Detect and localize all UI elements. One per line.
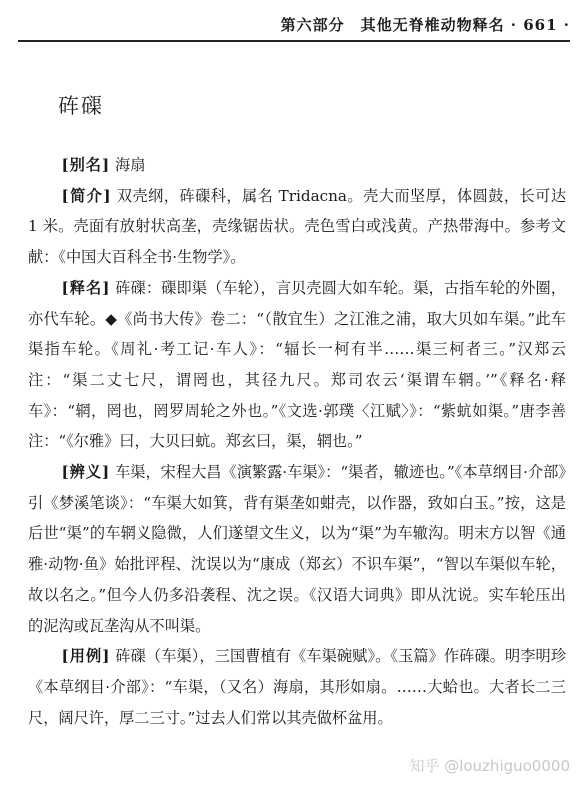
section-text: 砗磲：磲即渠（车轮），言贝壳圆大如车轮。渠，古指车轮的外圈，亦代车轮。◆《尚书大传》卷二：“（散宜生）之江淮之浦，取大贝如车渠。”此车渠指车轮。《周礼·考工记·车人》：“辐长一柯有半……渠三柯者三。”汉郑云注：“渠二丈七尺，谓罔也，其径九尺。郑司农云‘渠谓车辋。’”《释名·释车》：“辋，罔也，罔罗周轮之外也。”《文选·郭璞〈江赋〉》：“紫蚢如渠。”唐李善注：“《尔雅》曰，大贝曰蚢。郑玄曰，渠，辋也。” xyxy=(28,278,566,451)
entry-title: 砗磲 xyxy=(58,94,104,118)
section-text: 车渠，宋程大昌《演繁露·车渠》：“渠者，辙迹也。”《本草纲目·介部》引《梦溪笔谈》：“车渠大如箕，背有渠垄如蚶壳，以作器，致如白玉。”按，这是后世“渠”的车辋义隐微，人们遂望文生义，以为“渠”为车辙沟。明末方以智《通雅·动物·鱼》始批评程、沈误以为“康成（郑玄）不识车渠”，“智以车渠似车轮，故以名之。”但今人仍多沿袭程、沈之误。《汉语大词典》即从沈说。实车轮压出的泥沟或瓦垄沟从不叫渠。 xyxy=(28,463,566,635)
section-tag: [释名] xyxy=(61,278,111,297)
section-text: 海扇 xyxy=(115,156,146,174)
section-tag: [别名] xyxy=(61,156,111,174)
section-usage xyxy=(28,641,566,733)
zhihu-watermark: 知乎 @louzhiguo0000 xyxy=(409,757,570,775)
section-analysis xyxy=(28,457,566,641)
section-tag: [辨义] xyxy=(61,463,111,482)
section-alias xyxy=(28,150,566,181)
entry-body xyxy=(28,150,566,733)
section-text: 砗磲（车渠），三国曹植有《车渠碗赋》。《玉篇》作砗磲。明李明珍《本草纲目·介部》：“车渠，（又名）海扇，其形如扇。……大蛤也。大者长二三尺，阔尺许，厚二三寸。”过去人们常以其壳做杯盆用。 xyxy=(28,647,567,727)
section-tag: [简介] xyxy=(61,186,112,205)
header-rule xyxy=(18,40,570,42)
section-intro xyxy=(28,181,566,273)
section-text: 双壳纲，砗磲科，属名 Tridacna。壳大而坚厚，体圆鼓，长可达 1 米。壳面有放射状高垄，壳缘锯齿状。壳色雪白或浅黄。产热带海中。参考文献：《中国大百科全书·生物学》。 xyxy=(28,186,567,267)
running-header: 第六部分 其他无脊椎动物释名 · 661 · xyxy=(280,16,570,34)
section-tag: [用例] xyxy=(61,647,111,666)
section-etymology xyxy=(28,273,566,457)
